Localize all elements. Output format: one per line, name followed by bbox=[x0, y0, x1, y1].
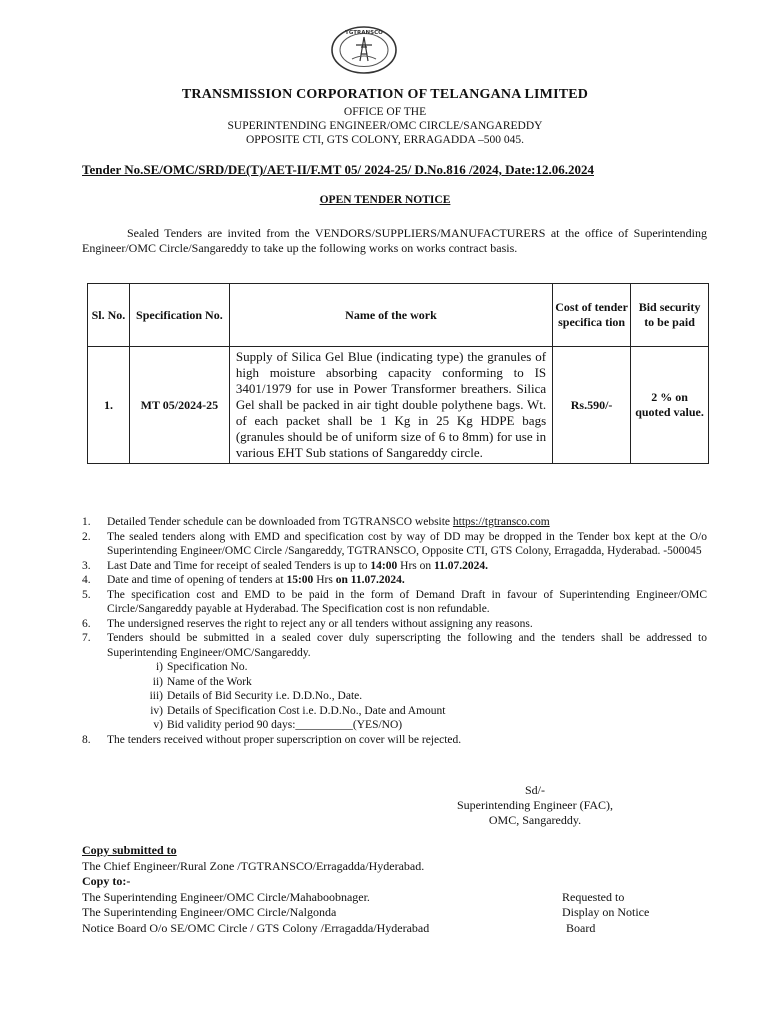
receipt-date: 11.07.2024. bbox=[434, 559, 489, 572]
list-item bbox=[82, 617, 707, 632]
sub-number: iv) bbox=[150, 704, 163, 717]
list-item bbox=[82, 573, 707, 588]
sub-item bbox=[137, 660, 707, 675]
item-text: Hrs on bbox=[397, 559, 435, 572]
opening-time: 15:00 bbox=[286, 574, 314, 586]
item-number: 4. bbox=[82, 574, 91, 586]
copy-to-heading: Copy to:- bbox=[82, 874, 131, 888]
item-text: Detailed Tender schedule can be downloaded from TGTRANSCO website bbox=[107, 516, 453, 528]
copy-recipient-row bbox=[82, 905, 732, 921]
item-number: 6. bbox=[82, 617, 91, 630]
tender-table bbox=[87, 283, 709, 464]
receipt-time: 14:00 bbox=[370, 559, 398, 572]
table-header-row bbox=[88, 284, 709, 347]
copy-recipient: The Superintending Engineer/OMC Circle/Mahaboobnager. bbox=[82, 889, 370, 904]
copy-submitted-to: The Chief Engineer/Rural Zone /TGTRANSCO/Erragadda/Hyderabad. bbox=[82, 858, 425, 873]
item-number: 5. bbox=[82, 588, 91, 601]
sub-text: Details of Specification Cost i.e. D.D.No., Date and Amount bbox=[167, 704, 446, 717]
tender-number: Tender No.SE/OMC/SRD/DE(T)/AET-II/F.MT 05/ 2024-25/ D.No.816 /2024, Date:12.06.2024 bbox=[82, 162, 594, 177]
office-line: OFFICE OF THE bbox=[343, 106, 427, 118]
sub-text: Specification No. bbox=[167, 661, 248, 673]
list-item bbox=[82, 559, 707, 574]
sub-text: Details of Bid Security i.e. D.D.No., Date. bbox=[167, 690, 363, 702]
list-item bbox=[82, 530, 707, 559]
item-number: 3. bbox=[82, 559, 91, 572]
table-row bbox=[88, 347, 709, 464]
sub-number: i) bbox=[155, 661, 163, 673]
office-designation: SUPERINTENDING ENGINEER/OMC CIRCLE/SANGAREDDY bbox=[227, 120, 543, 132]
item-number: 8. bbox=[82, 733, 91, 746]
list-item bbox=[82, 631, 707, 733]
tgtransco-logo-icon bbox=[330, 25, 398, 75]
signatory-title: Superintending Engineer (FAC), bbox=[456, 798, 614, 812]
item-number: 1. bbox=[82, 516, 91, 528]
signatory-place: OMC, Sangareddy. bbox=[488, 813, 582, 827]
instructions-list bbox=[82, 515, 707, 747]
col-header-spec: Specification No. bbox=[129, 284, 229, 347]
item-text: The undersigned reserves the right to reject any or all tenders without assigning any reasons. bbox=[107, 617, 533, 630]
col-header-bid: Bid security to be paid bbox=[631, 284, 709, 347]
cell-bid: 2 % on quoted value. bbox=[631, 347, 709, 464]
cell-work: Supply of Silica Gel Blue (indicating type) the granules of high moisture absorbing capacity conforming to IS 3401/1979 for use in Power Transformer breathers. Silica Gel shall be packed in air tight double polythene bags. Wt. of each packet shall be 1 Kg in 25 Kg HDPE bags (granules should be of uniform size of 6 to 8mm) for use in various EHT Sub stations of Sangareddy circle. bbox=[229, 347, 552, 464]
sub-number: v) bbox=[153, 719, 163, 731]
copy-remark: Requested to bbox=[562, 889, 625, 904]
sub-item bbox=[137, 704, 707, 719]
sub-number: ii) bbox=[152, 675, 163, 688]
cell-sl: 1. bbox=[88, 347, 130, 464]
item-text: Tenders should be submitted in a sealed cover duly superscripting the following and the tenders shall be addressed to Superintending Engineer/OMC/Sangareddy. bbox=[107, 632, 707, 659]
logo-text: TGTRANSCO bbox=[345, 30, 383, 36]
item-text: Date and time of opening of tenders at bbox=[107, 574, 287, 586]
intro-paragraph: Sealed Tenders are invited from the VENDORS/SUPPLIERS/MANUFACTURERS at the office of Superintending Engineer/OMC Circle/Sangareddy to take up the following works on works contract basis. bbox=[82, 226, 707, 255]
copy-remark: Display on Notice bbox=[562, 905, 650, 919]
cell-cost: Rs.590/- bbox=[553, 347, 631, 464]
item-text: The tenders received without proper superscription on cover will be rejected. bbox=[107, 733, 462, 746]
organization-name: TRANSMISSION CORPORATION OF TELANGANA LIMITED bbox=[181, 87, 589, 102]
list-item bbox=[82, 588, 707, 617]
sub-text: Bid validity period 90 days:__________(YES/NO) bbox=[167, 719, 403, 731]
office-address: OPPOSITE CTI, GTS COLONY, ERRAGADDA –500 045. bbox=[245, 134, 525, 146]
item-text: The sealed tenders along with EMD and specification cost by way of DD may be dropped in the Tender box kept at the O/o Superintending Engineer/OMC Circle /Sangareddy, TGTRANSCO, Opposite CTI, GTS Colony, Erragadda, Hyderabad. -500045 bbox=[107, 530, 707, 557]
copy-section bbox=[82, 843, 732, 936]
website-link[interactable]: https://tgtransco.com bbox=[452, 516, 550, 528]
item-text: Hrs bbox=[313, 574, 336, 586]
copy-remark: Board bbox=[566, 920, 596, 935]
opening-date: on 11.07.2024. bbox=[335, 574, 405, 586]
cell-spec: MT 05/2024-25 bbox=[129, 347, 229, 464]
item-text: Last Date and Time for receipt of sealed Tenders is up to bbox=[107, 559, 371, 572]
sub-number: iii) bbox=[149, 690, 163, 702]
sub-text: Name of the Work bbox=[167, 675, 252, 688]
sub-item bbox=[137, 718, 707, 733]
copy-recipient-row bbox=[82, 921, 732, 937]
copy-recipient: The Superintending Engineer/OMC Circle/Nalgonda bbox=[82, 905, 337, 919]
signature-block bbox=[400, 783, 670, 828]
list-item bbox=[82, 733, 707, 748]
sub-item bbox=[137, 675, 707, 690]
signature-sd: Sd/- bbox=[524, 783, 545, 797]
tgtransco-logo bbox=[330, 25, 398, 75]
item-number: 7. bbox=[82, 632, 91, 644]
copy-submitted-heading: Copy submitted to bbox=[82, 843, 177, 857]
superscription-list bbox=[107, 660, 707, 733]
sub-item bbox=[137, 689, 707, 704]
col-header-cost: Cost of tender specifica tion bbox=[553, 284, 631, 347]
item-text: The specification cost and EMD to be paid in the form of Demand Draft in favour of Superintending Engineer/OMC Circle/Sangareddy payable at Hyderabad. The Specification cost is non refundable. bbox=[107, 588, 707, 615]
copy-recipient-row bbox=[82, 890, 732, 906]
notice-title: OPEN TENDER NOTICE bbox=[319, 194, 451, 206]
col-header-work: Name of the work bbox=[229, 284, 552, 347]
item-number: 2. bbox=[82, 530, 91, 543]
list-item bbox=[82, 515, 707, 530]
copy-recipient: Notice Board O/o SE/OMC Circle / GTS Colony /Erragadda/Hyderabad bbox=[82, 920, 430, 935]
col-header-sl: Sl. No. bbox=[88, 284, 130, 347]
